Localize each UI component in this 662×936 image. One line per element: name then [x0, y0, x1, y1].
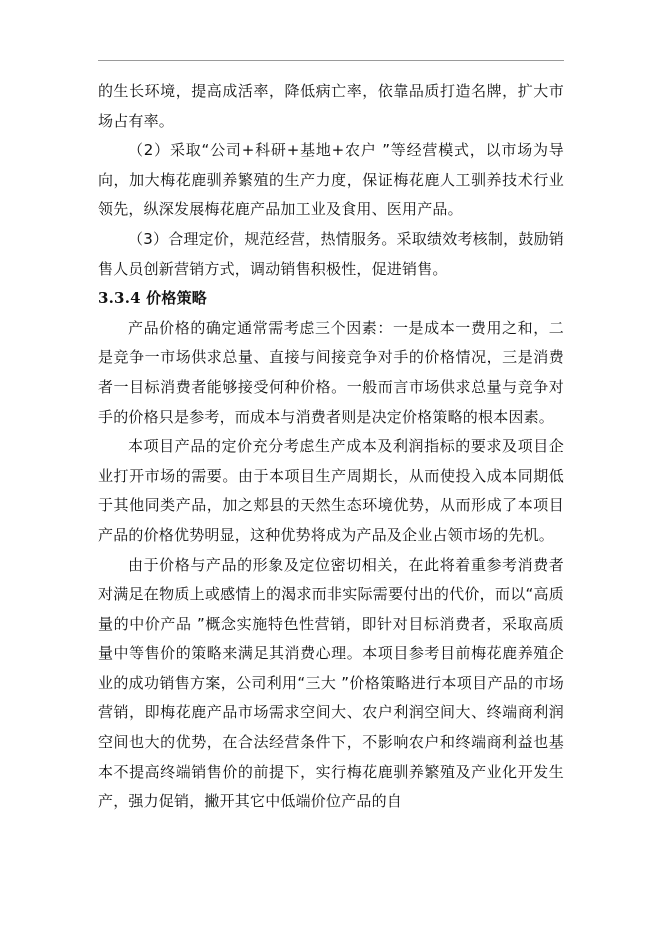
- paragraph: （3）合理定价，规范经营，热情服务。采取绩效考核制，鼓励销售人员创新营销方式，调动销售积极性，促进销售。: [98, 229, 564, 278]
- paragraph: 的生长环境，提高成活率，降低病亡率，依靠品质打造名牌，扩大市场占有率。: [98, 82, 564, 130]
- paragraph: 产品价格的确定通常需考虑三个因素：一是成本一费用之和，二是竞争一市场供求总量、直接与间接竞争对手的价格情况，三是消费者一目标消费者能够接受何种价格。一般而言市场供求总量与竞争对手的价格只是参考，而成本与消费者则是决定价格策略的根本因素。: [98, 318, 564, 426]
- paragraph: 由于价格与产品的形象及定位密切相关，在此将着重参考消费者对满足在物质上或感情上的渴求而非实际需要付出的代价，而以“高质量的中价产品 ”概念实施特色性营销，即针对目标消费者，采取高质量中等售价的策略来满足其消费心理。本项目参考目前梅花鹿养殖企业的成功销售方案，公司利用“三大 ”价格策略进行本项目产品的市场营销，即梅花鹿产品市场需求空间大、农户利润空间大、终端商利润空间也大的优势，在合法经营条件下，不影响农户和终端商利益也基本不提高终端销售价的前提下，实行梅花鹿驯养繁殖及产业化开发生产，强力促销，撇开其它中低端价位产品的自: [98, 555, 564, 811]
- document-body: [98, 77, 564, 817]
- paragraph: （2）采取“公司+科研+基地+农户 ”等经营模式，以市场为导向，加大梅花鹿驯养繁殖的生产力度，保证梅花鹿人工驯养技术行业领先，纵深发展梅花鹿产品加工业及食用、医用产品。: [98, 141, 564, 219]
- section-heading: 3.3.4 价格策略: [98, 289, 207, 308]
- paragraph: 本项目产品的定价充分考虑生产成本及利润指标的要求及项目企业打开市场的需要。由于本项目生产周期长，从而使投入成本同期低于其他同类产品，加之郏县的天然生态环境优势，从而形成了本项目产品的价格优势明显，这种优势将成为产品及企业占领市场的先机。: [98, 437, 564, 544]
- header-rule: [98, 60, 564, 61]
